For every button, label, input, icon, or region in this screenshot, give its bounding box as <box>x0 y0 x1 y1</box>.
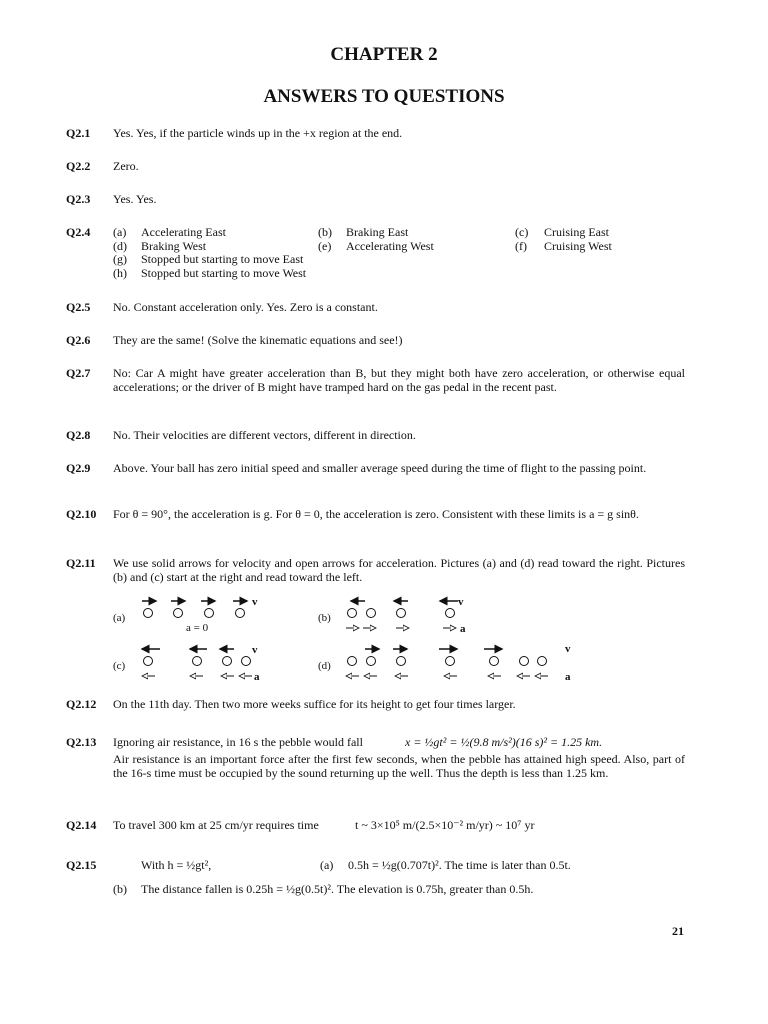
velocity-label: v <box>458 596 464 608</box>
equation: x = ½gt² = ½(9.8 m/s²)(16 s)² = 1.25 km. <box>405 735 603 749</box>
question-label: Q2.1 <box>66 126 91 140</box>
question-label: Q2.13 <box>66 735 97 749</box>
answer-text: Zero. <box>113 159 139 173</box>
acceleration-label: a <box>565 671 571 683</box>
question-label: Q2.3 <box>66 192 91 206</box>
answer-text: No. Constant acceleration only. Yes. Zero is a constant. <box>113 300 378 314</box>
question-label: Q2.10 <box>66 507 97 521</box>
option-text: Braking East <box>346 225 409 239</box>
option-text: Accelerating East <box>141 225 226 239</box>
section-title: ANSWERS TO QUESTIONS <box>263 86 505 107</box>
answer-text: On the 11th day. Then two more weeks suffice for its height to get four times larger. <box>113 697 516 711</box>
answer-text: Ignoring air resistance, in 16 s the pebble would fall <box>113 735 363 749</box>
option-text: Cruising East <box>544 225 609 239</box>
question-label: Q2.14 <box>66 818 97 832</box>
figure-label: (d) <box>318 660 331 672</box>
option-text: 0.5h = ½g(0.707t)². The time is later than 0.5t. <box>348 858 571 872</box>
option-text: Accelerating West <box>346 239 434 253</box>
answer-text: We use solid arrows for velocity and open arrows for acceleration. Pictures (a) and (d) read toward the right. Pictures (b) and (c) start at the right and read toward the left. <box>113 556 685 584</box>
chapter-title: CHAPTER 2 <box>330 44 438 65</box>
figure-label: (c) <box>113 660 126 672</box>
acceleration-label: a <box>460 623 466 635</box>
velocity-label: v <box>252 644 258 656</box>
question-label: Q2.5 <box>66 300 91 314</box>
option-text: Stopped but starting to move West <box>141 266 307 280</box>
question-label: Q2.4 <box>66 225 91 239</box>
figure-label: (b) <box>318 612 331 624</box>
answer-text: They are the same! (Solve the kinematic equations and see!) <box>113 333 403 347</box>
option-text: Braking West <box>141 239 207 253</box>
question-label: Q2.15 <box>66 858 97 872</box>
question-label: Q2.8 <box>66 428 91 442</box>
option-text: Cruising West <box>544 239 612 253</box>
answer-text: Air resistance is an important force after the first few seconds, when the pebble has attained high speed. Also, part of the 16-s time must be occupied by the sound returning up the well. Thus the depth is less than 1.25 km. <box>113 752 685 780</box>
acceleration-label: a <box>254 671 260 683</box>
question-label: Q2.6 <box>66 333 91 347</box>
question-label: Q2.2 <box>66 159 91 173</box>
acceleration-label: a = 0 <box>186 622 209 634</box>
question-label: Q2.9 <box>66 461 91 475</box>
question-label: Q2.12 <box>66 697 97 711</box>
motion-diagram <box>0 590 768 685</box>
velocity-label: v <box>252 596 258 608</box>
motion-diagrams-svg <box>0 590 768 685</box>
velocity-label: v <box>565 643 571 655</box>
answer-text: Above. Your ball has zero initial speed and smaller average speed during the time of flight to the passing point. <box>113 461 647 475</box>
question-label: Q2.11 <box>66 556 96 570</box>
option-label: (b) <box>113 882 127 896</box>
answer-text: With h = ½gt², <box>141 858 212 872</box>
option-text: Stopped but starting to move East <box>141 252 304 266</box>
option-label: (d) <box>113 239 127 253</box>
option-label: (b) <box>318 225 332 239</box>
option-label: (e) <box>318 239 332 253</box>
equation: t ~ 3×10⁵ m/(2.5×10⁻² m/yr) ~ 10⁷ yr <box>355 818 535 832</box>
option-label: (f) <box>515 239 527 253</box>
answer-text: To travel 300 km at 25 cm/yr requires time <box>113 818 319 832</box>
figure-label: (a) <box>113 612 126 624</box>
option-label: (h) <box>113 266 127 280</box>
option-label: (a) <box>320 858 334 872</box>
answer-text: Yes. Yes. <box>113 192 157 206</box>
option-label: (g) <box>113 252 127 266</box>
answer-text: Yes. Yes, if the particle winds up in the +x region at the end. <box>113 126 403 140</box>
option-text: The distance fallen is 0.25h = ½g(0.5t)². The elevation is 0.75h, greater than 0.5h. <box>141 882 534 896</box>
answer-text: For θ = 90°, the acceleration is g. For θ = 0, the acceleration is zero. Consistent with these limits is a = g sinθ. <box>113 507 639 521</box>
page-number: 21 <box>672 924 684 938</box>
answer-text: No. Their velocities are different vectors, different in direction. <box>113 428 416 442</box>
answer-text: No: Car A might have greater acceleration than B, but they might both have zero acceleration, or otherwise equal accelerations; or the driver of B might have tramped hard on the gas pedal in the recent past. <box>113 366 685 394</box>
option-label: (c) <box>515 225 529 239</box>
question-label: Q2.7 <box>66 366 91 380</box>
option-label: (a) <box>113 225 127 239</box>
